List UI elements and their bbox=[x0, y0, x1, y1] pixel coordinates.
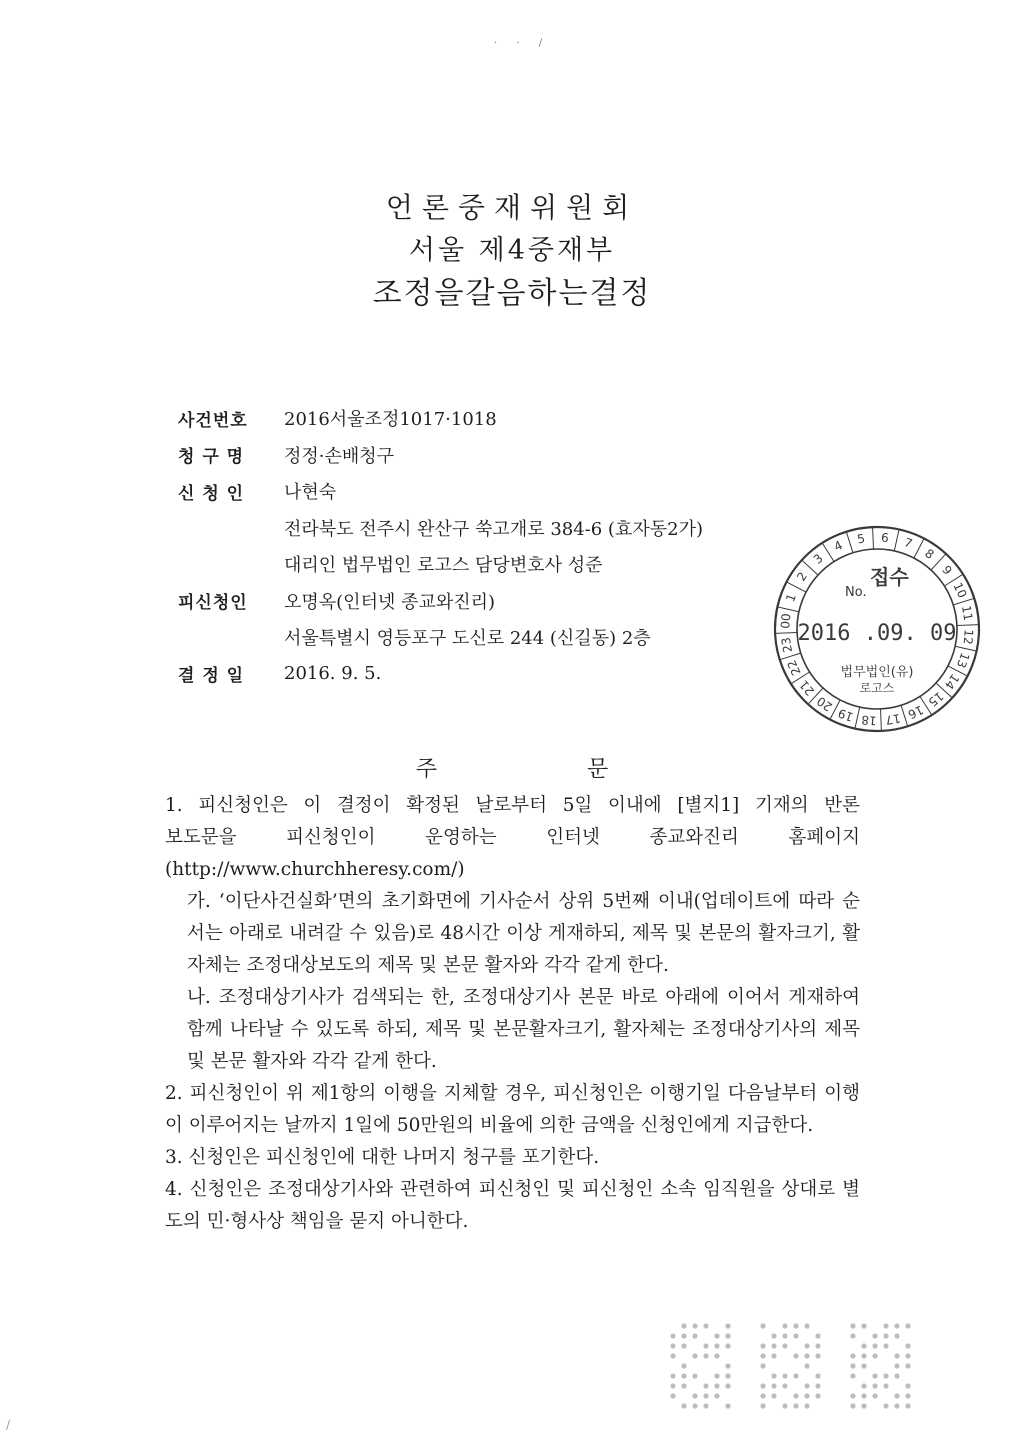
stamp-firm-line2: 로고스 bbox=[859, 681, 895, 695]
perforation-dot bbox=[872, 1393, 877, 1398]
perforation-dot bbox=[894, 1323, 899, 1328]
perforation-dot bbox=[815, 1333, 820, 1338]
perforation-dot bbox=[681, 1363, 686, 1368]
perforation-dot bbox=[905, 1393, 910, 1398]
perforation-dot bbox=[793, 1373, 798, 1378]
order-item-1-b: 나. 조정대상기사가 검색되는 한, 조정대상기사 본문 바로 아래에 이어서 게재하여 함께 나타날 수 있도록 하되, 제목 및 본문활자크기, 활자체는 조정대상기사의 제목 및 본문 활자와 각각 같게 한다. bbox=[187, 987, 860, 1072]
perforation-dot bbox=[894, 1403, 899, 1408]
respondent-address: 서울특별시 영등포구 도신로 244 (신길동) 2층 bbox=[284, 628, 651, 650]
perforation-dot bbox=[804, 1383, 809, 1388]
perforation-dot bbox=[681, 1383, 686, 1388]
stamp-dial-tick bbox=[775, 633, 797, 634]
perforation-dot bbox=[670, 1373, 675, 1378]
order-heading-left: 주 bbox=[415, 757, 437, 782]
claim-value: 정정·손배청구 bbox=[284, 445, 395, 467]
perforation-dot bbox=[771, 1343, 776, 1348]
stamp-dial-tick bbox=[846, 532, 853, 553]
stamp-dial-tick bbox=[777, 607, 799, 612]
perforation-dots bbox=[670, 1323, 910, 1408]
perforation-dot bbox=[782, 1333, 787, 1338]
stamp-dial-tick bbox=[914, 539, 924, 559]
applicant-address: 전라북도 전주시 완산구 쑥고개로 384-6 (효자동2가) bbox=[284, 518, 703, 540]
perforation-dot bbox=[872, 1343, 877, 1348]
stamp-dial-number: 21 bbox=[796, 677, 818, 699]
perforation-dot bbox=[815, 1343, 820, 1348]
applicant-label: 신 청 인 bbox=[178, 483, 245, 504]
perforation-dot bbox=[714, 1393, 719, 1398]
stamp-dial-number: 6 bbox=[880, 530, 890, 546]
receipt-stamp bbox=[772, 524, 982, 734]
perforation-dot bbox=[782, 1323, 787, 1328]
perforation-dot bbox=[714, 1353, 719, 1358]
stamp-dial-number: 11 bbox=[958, 604, 976, 622]
order-item-1-line-1: 1. 피신청인은 이 결정이 확정된 날로부터 5일 이내에 [별지1] 기재의 반론 bbox=[165, 795, 860, 816]
perforation-dot bbox=[861, 1383, 866, 1388]
order-heading bbox=[0, 752, 1024, 783]
perforation-dot bbox=[725, 1403, 730, 1408]
case-number-row bbox=[178, 400, 703, 437]
perforation-dot bbox=[703, 1393, 708, 1398]
order-item-1-url: (http://www.churchheresy.com/) bbox=[165, 859, 465, 880]
perforation-dot bbox=[760, 1353, 765, 1358]
stamp-date: 2016 .09. 09 bbox=[797, 621, 957, 646]
perforation-dot bbox=[782, 1383, 787, 1388]
stamp-dial-number: 23 bbox=[778, 636, 796, 654]
perforation-dot bbox=[850, 1373, 855, 1378]
stamp-dial-number: 1 bbox=[783, 591, 799, 604]
perforation-dot bbox=[703, 1323, 708, 1328]
perforation-dot bbox=[670, 1383, 675, 1388]
perforation-dot bbox=[692, 1333, 697, 1338]
stamp-dial-number: 19 bbox=[836, 705, 856, 725]
perforation-dot bbox=[861, 1353, 866, 1358]
perforation-dot bbox=[725, 1343, 730, 1348]
decision-date-row bbox=[178, 656, 703, 693]
stamp-dial-number: 3 bbox=[810, 551, 826, 567]
stamp-no-label: No. bbox=[845, 585, 867, 600]
stamp-dial-number: 15 bbox=[925, 688, 947, 710]
order-body bbox=[165, 790, 860, 1238]
perforation-dot bbox=[681, 1343, 686, 1348]
perforation-dot bbox=[725, 1363, 730, 1368]
perforation-dot bbox=[815, 1373, 820, 1378]
division-title: 서울 제4중재부 bbox=[408, 235, 616, 266]
perforation-dot bbox=[670, 1353, 675, 1358]
perforation-dot bbox=[782, 1343, 787, 1348]
perforation-dot bbox=[760, 1363, 765, 1368]
case-number-label: 사건번호 bbox=[178, 410, 248, 431]
perforation-dot bbox=[872, 1333, 877, 1338]
perforation-dot bbox=[703, 1343, 708, 1348]
respondent-address-row bbox=[178, 619, 703, 656]
perforation-dot bbox=[760, 1383, 765, 1388]
perforation-dot bbox=[894, 1373, 899, 1378]
perforation-dot bbox=[894, 1393, 899, 1398]
org-title: 언론중재위원회 bbox=[385, 191, 639, 224]
perforation-dot bbox=[771, 1383, 776, 1388]
perforation-mark bbox=[665, 1318, 915, 1418]
order-item-4: 4. 신청인은 조정대상기사와 관련하여 피신청인 및 피신청인 소속 임직원을 상대로 별도의 민·형사상 책임을 묻지 아니한다. bbox=[165, 1179, 860, 1232]
stamp-dial-number: 13 bbox=[953, 650, 973, 670]
case-number: 2016서울조정1017·1018 bbox=[284, 409, 497, 431]
respondent-name: 오명옥(인터넷 종교와진리) bbox=[284, 591, 496, 613]
perforation-dot bbox=[760, 1393, 765, 1398]
perforation-dot bbox=[681, 1333, 686, 1338]
perforation-dot bbox=[681, 1373, 686, 1378]
claim-label: 청 구 명 bbox=[178, 447, 245, 468]
perforation-dot bbox=[905, 1403, 910, 1408]
perforation-dot bbox=[793, 1393, 798, 1398]
perforation-dot bbox=[861, 1323, 866, 1328]
stamp-dial-number: 8 bbox=[922, 546, 937, 563]
perforation-dot bbox=[771, 1393, 776, 1398]
applicant-address-row bbox=[178, 510, 703, 547]
perforation-dot bbox=[793, 1403, 798, 1408]
stamp-dial-number: 10 bbox=[950, 580, 970, 601]
perforation-dot bbox=[804, 1393, 809, 1398]
perforation-dot bbox=[692, 1323, 697, 1328]
perforation-dot bbox=[703, 1403, 708, 1408]
stamp-dial-tick bbox=[955, 646, 977, 651]
perforation-dot bbox=[714, 1333, 719, 1338]
order-item-1-line-2: 보도문을 피신청인이 운영하는 인터넷 종교와진리 홈페이지 bbox=[165, 827, 860, 848]
stamp-dial-number: 16 bbox=[905, 702, 926, 722]
perforation-dot bbox=[725, 1333, 730, 1338]
applicant-agent: 대리인 법무법인 로고스 담당변호사 성준 bbox=[284, 555, 603, 577]
case-info bbox=[178, 400, 703, 692]
stamp-dial-number: 4 bbox=[831, 538, 845, 555]
stamp-dial-number: 14 bbox=[941, 671, 963, 692]
perforation-dot bbox=[725, 1323, 730, 1328]
perforation-dot bbox=[703, 1353, 708, 1358]
perforation-dot bbox=[692, 1373, 697, 1378]
perforation-dot bbox=[883, 1373, 888, 1378]
perforation-dot bbox=[804, 1323, 809, 1328]
perforation-dot bbox=[793, 1353, 798, 1358]
perforation-dot bbox=[883, 1383, 888, 1388]
perforation-dot bbox=[872, 1383, 877, 1388]
perforation-dot bbox=[850, 1393, 855, 1398]
perforation-dot bbox=[905, 1343, 910, 1348]
decision-date: 2016. 9. 5. bbox=[284, 663, 382, 685]
perforation-dot bbox=[681, 1323, 686, 1328]
perforation-dot bbox=[872, 1353, 877, 1358]
margin-mark: / bbox=[6, 1418, 11, 1432]
perforation-dot bbox=[670, 1343, 675, 1348]
perforation-dot bbox=[782, 1373, 787, 1378]
perforation-dot bbox=[725, 1373, 730, 1378]
perforation-dot bbox=[894, 1363, 899, 1368]
stamp-dial-number: 22 bbox=[784, 657, 804, 678]
perforation-dot bbox=[905, 1383, 910, 1388]
respondent-label: 피신청인 bbox=[178, 593, 248, 614]
perforation-dot bbox=[760, 1323, 765, 1328]
perforation-dot bbox=[815, 1393, 820, 1398]
applicant-name: 나현숙 bbox=[284, 482, 337, 504]
stamp-dial-number: 12 bbox=[960, 628, 976, 646]
perforation-dot bbox=[670, 1333, 675, 1338]
document-title: 조정을갈음하는결정 bbox=[372, 276, 652, 311]
perforation-dot bbox=[894, 1333, 899, 1338]
perforation-dot bbox=[714, 1383, 719, 1388]
perforation-dot bbox=[670, 1393, 675, 1398]
perforation-dot bbox=[872, 1373, 877, 1378]
perforation-dot bbox=[850, 1363, 855, 1368]
stamp-dial-number: 7 bbox=[902, 535, 915, 551]
perforation-dot bbox=[850, 1353, 855, 1358]
perforation-dot bbox=[714, 1373, 719, 1378]
perforation-dot bbox=[760, 1343, 765, 1348]
scan-artifact: · · / bbox=[494, 38, 551, 49]
perforation-dot bbox=[905, 1323, 910, 1328]
stamp-dial-tick bbox=[894, 529, 899, 551]
perforation-dot bbox=[804, 1343, 809, 1348]
stamp-receipt-label: 접수 bbox=[870, 565, 909, 589]
perforation-dot bbox=[894, 1353, 899, 1358]
stamp-dial-number: 5 bbox=[856, 531, 867, 547]
perforation-dot bbox=[850, 1333, 855, 1338]
perforation-dot bbox=[692, 1353, 697, 1358]
stamp-firm-line1: 법무법인(유) bbox=[840, 665, 914, 680]
order-heading-right: 문 bbox=[587, 757, 609, 782]
perforation-dot bbox=[815, 1353, 820, 1358]
perforation-dot bbox=[760, 1403, 765, 1408]
perforation-dot bbox=[850, 1323, 855, 1328]
perforation-dot bbox=[771, 1373, 776, 1378]
perforation-dot bbox=[793, 1333, 798, 1338]
perforation-dot bbox=[725, 1383, 730, 1388]
stamp-dial-tick bbox=[881, 709, 882, 731]
perforation-dot bbox=[681, 1403, 686, 1408]
perforation-dot bbox=[692, 1393, 697, 1398]
perforation-dot bbox=[782, 1403, 787, 1408]
perforation-dot bbox=[771, 1353, 776, 1358]
perforation-dot bbox=[703, 1383, 708, 1388]
perforation-dot bbox=[883, 1323, 888, 1328]
perforation-dot bbox=[883, 1333, 888, 1338]
perforation-dot bbox=[861, 1403, 866, 1408]
applicant-row bbox=[178, 473, 703, 510]
applicant-agent-row bbox=[178, 546, 703, 583]
stamp-dial-tick bbox=[822, 543, 834, 562]
stamp-dial-number: 20 bbox=[814, 693, 835, 715]
perforation-dot bbox=[804, 1363, 809, 1368]
order-item-2: 2. 피신청인이 위 제1항의 이행을 지체할 경우, 피신청인은 이행기일 다음날부터 이행이 이루어지는 날까지 1일에 50만원의 비율에 의한 금액을 신청인에게 지급한다. bbox=[165, 1083, 860, 1136]
perforation-dot bbox=[861, 1393, 866, 1398]
order-item-3: 3. 신청인은 피신청인에 대한 나머지 청구를 포기한다. bbox=[165, 1147, 600, 1168]
perforation-dot bbox=[815, 1383, 820, 1388]
perforation-dot bbox=[804, 1403, 809, 1408]
perforation-dot bbox=[905, 1353, 910, 1358]
stamp-dial-number: 2 bbox=[794, 569, 811, 584]
perforation-dot bbox=[905, 1363, 910, 1368]
perforation-dot bbox=[804, 1353, 809, 1358]
perforation-dot bbox=[883, 1403, 888, 1408]
perforation-dot bbox=[714, 1343, 719, 1348]
perforation-dot bbox=[793, 1323, 798, 1328]
stamp-dial-number: 18 bbox=[860, 712, 878, 728]
perforation-dot bbox=[883, 1343, 888, 1348]
stamp-dial-number: 00 bbox=[778, 612, 794, 630]
stamp-dial-tick bbox=[855, 707, 860, 729]
stamp-dial-number: 9 bbox=[939, 562, 955, 578]
stamp-dial-tick bbox=[787, 582, 807, 592]
perforation-dot bbox=[850, 1403, 855, 1408]
stamp-dial-number: 17 bbox=[884, 710, 902, 728]
order-item-1-a: 가. ‘이단사건실화’면의 초기화면에 기사순서 상위 5번째 이내(업데이트에 따라 순서는 아래로 내려갈 수 있음)로 48시간 이상 게재하되, 제목 및 본문의 활자크기, 활자체는 조정대상보도의 제목 및 본문 활자와 각각 같게 한다. bbox=[187, 891, 860, 976]
perforation-dot bbox=[861, 1363, 866, 1368]
claim-row bbox=[178, 437, 703, 474]
stamp-dial-tick bbox=[873, 527, 874, 549]
perforation-dot bbox=[771, 1333, 776, 1338]
respondent-row bbox=[178, 583, 703, 620]
stamp-dial-tick bbox=[957, 625, 979, 626]
perforation-dot bbox=[692, 1403, 697, 1408]
decision-date-label: 결 정 일 bbox=[178, 666, 245, 687]
perforation-dot bbox=[861, 1343, 866, 1348]
